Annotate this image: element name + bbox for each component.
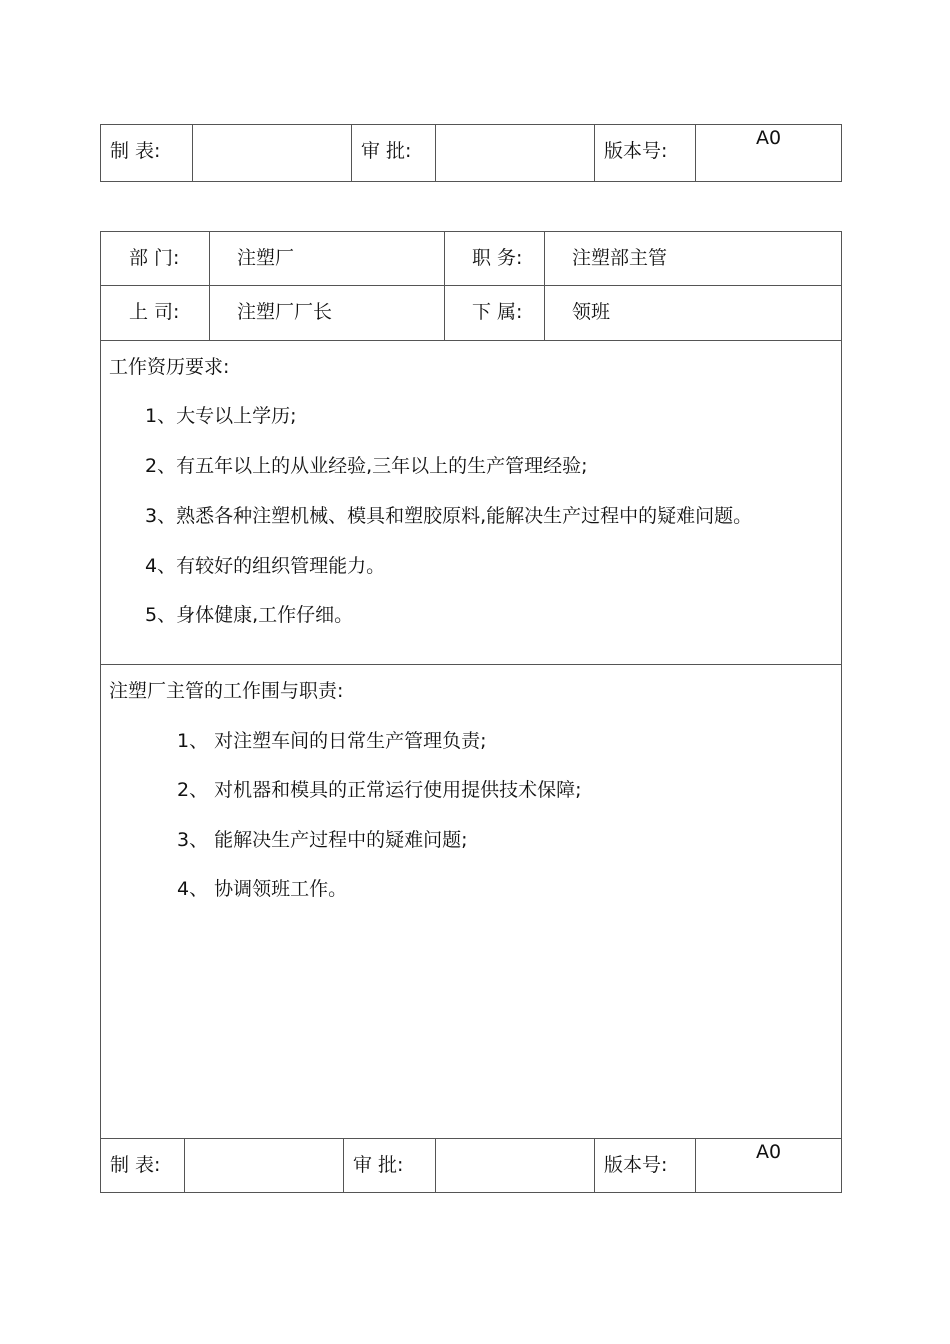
footer-version-value: A0 [756, 1141, 782, 1163]
row-divider [100, 285, 842, 286]
header-version-label: 版本号: [604, 140, 668, 162]
requirement-item: 2、有五年以上的从业经验,三年以上的生产管理经验; [145, 455, 588, 477]
header-divider [695, 124, 696, 182]
footer-col-divider [184, 1138, 185, 1193]
header-version-value: A0 [756, 127, 782, 149]
requirements-title: 工作资历要求: [109, 356, 230, 378]
header-divider [594, 124, 595, 182]
header-divider [192, 124, 193, 182]
duty-item: 3、 能解决生产过程中的疑难问题; [177, 829, 468, 851]
info-divider [209, 231, 210, 341]
row-divider [100, 340, 842, 341]
footer-col-divider [435, 1138, 436, 1193]
subordinate-value: 领班 [572, 301, 611, 323]
footer-col-divider [594, 1138, 595, 1193]
duty-item: 1、 对注塑车间的日常生产管理负责; [177, 730, 487, 752]
requirement-item: 1、大专以上学历; [145, 405, 297, 427]
requirement-item: 3、熟悉各种注塑机械、模具和塑胶原料,能解决生产过程中的疑难问题。 [145, 505, 753, 527]
info-divider [444, 231, 445, 341]
superior-value: 注塑厂厂长 [237, 301, 333, 323]
header-table [100, 124, 842, 182]
requirement-item: 4、有较好的组织管理能力。 [145, 555, 386, 577]
header-made-by-label: 制 表: [110, 140, 161, 162]
dept-value: 注塑厂 [237, 247, 295, 269]
section-divider [100, 664, 842, 665]
duties-title: 注塑厂主管的工作围与职责: [109, 680, 344, 702]
info-divider [544, 231, 545, 341]
subordinate-label: 下 属: [472, 301, 523, 323]
duty-item: 4、 协调领班工作。 [177, 878, 348, 900]
header-approved-label: 审 批: [361, 140, 412, 162]
header-divider [351, 124, 352, 182]
footer-divider [100, 1138, 842, 1139]
position-value: 注塑部主管 [572, 247, 668, 269]
footer-col-divider [343, 1138, 344, 1193]
dept-label: 部 门: [129, 247, 180, 269]
footer-approved-label: 审 批: [353, 1154, 404, 1176]
position-label: 职 务: [472, 247, 523, 269]
footer-col-divider [695, 1138, 696, 1193]
superior-label: 上 司: [129, 301, 180, 323]
requirement-item: 5、身体健康,工作仔细。 [145, 604, 354, 626]
header-divider [435, 124, 436, 182]
footer-made-by-label: 制 表: [110, 1154, 161, 1176]
footer-version-label: 版本号: [604, 1154, 668, 1176]
duty-item: 2、 对机器和模具的正常运行使用提供技术保障; [177, 779, 582, 801]
